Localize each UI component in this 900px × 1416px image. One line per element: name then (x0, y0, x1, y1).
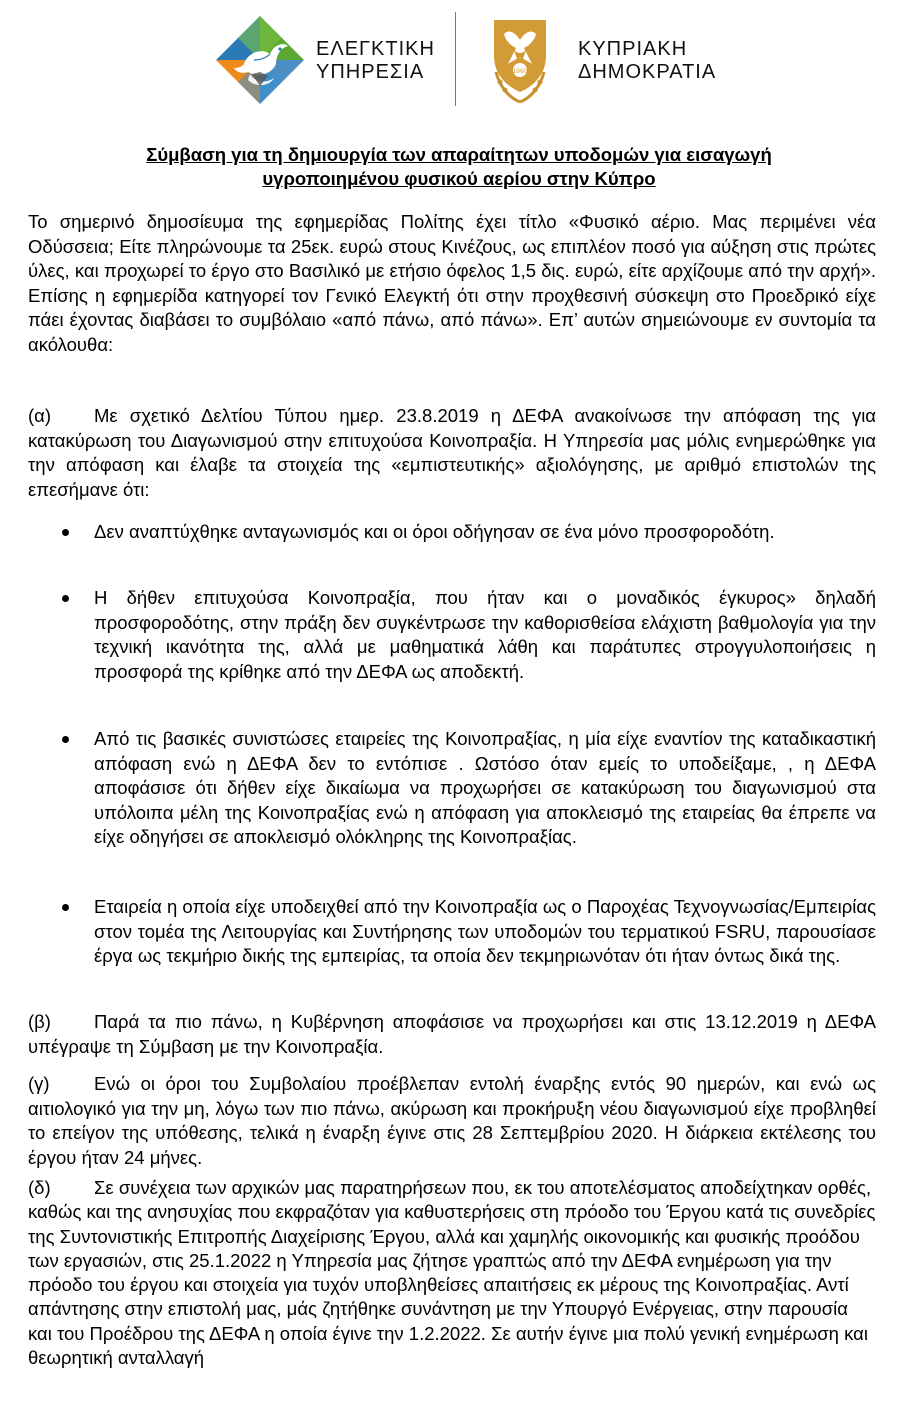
header-divider (455, 12, 456, 106)
audit-office-name-line1: ΕΛΕΓΚΤΙΚΗ (316, 38, 435, 60)
bullet-text: Από τις βασικές συνιστώσες εταιρείες της Κοινοπραξίας, η μία είχε εναντίον της καταδικαστική απόφαση ενώ η ΔΕΦΑ δεν το εντόπισε . Ωστόσο όταν εμείς το υποδείξαμε, , η ΔΕΦΑ αποφάσισε ότι δήθεν είχε δικαίωμα να προχωρήσει σε κατακύρωση του διαγωνισμού στα υπόλοιπα μέλη της Κοινοπραξίας ενώ η απόφαση για αποκλεισμό της εταιρείας θα έπρεπε να είχε οδηγήσει σε αποκλεισμό ολόκληρης της Κοινοπραξίας. (94, 728, 876, 847)
paragraph-a (28, 404, 876, 502)
republic-name-line2: ΔΗΜΟΚΡΑΤΙΑ (578, 61, 717, 83)
paragraph-b-text: Παρά τα πιο πάνω, η Κυβέρνηση αποφάσισε να προχωρήσει και στις 13.12.2019 η ΔΕΦΑ υπέγραψε τη Σύμβαση με την Κοινοπραξία. (28, 1011, 876, 1057)
intro-text: Το σημερινό δημοσίευμα της εφημερίδας Πολίτης έχει τίτλο «Φυσικό αέριο. Μας περιμένει νέα Οδύσσεια; Είτε πληρώνουμε τα 25εκ. ευρώ στους Κινέζους, ως επιπλέον ποσό για αύξηση στις πρώτες ύλες, και προχωρεί το έργο στο Βασιλικό με ετήσιο όφελος 1,5 δις. ευρώ, είτε αρχίζουμε από την αρχή». Επίσης η εφημερίδα κατηγορεί τον Γενικό Ελεγκτή ότι στην προχθεσινή σύσκεψη στο Προεδρικό είχε πάει έχοντας διαβάσει το συμβόλαιο «από πάνω, από πάνω». Επ’ αυτών σημειώνουμε εν συντομία τα ακόλουθα: (28, 211, 876, 355)
paragraph-a-text: Με σχετικό Δελτίου Τύπου ημερ. 23.8.2019 η ΔΕΦΑ ανακοίνωσε την απόφαση της για κατακύρωση του Διαγωνισμού στην επιτυχούσα Κοινοπραξία. Η Υπηρεσία μας μόλις ενημερώθηκε για την απόφαση και έλαβε τα στοιχεία της «εμπιστευτικής» αξιολόγησης, με αριθμό επιστολών της επεσήμανε ότι: (28, 405, 876, 500)
bullet-text: Δεν αναπτύχθηκε ανταγωνισμός και οι όροι οδήγησαν σε ένα μόνο προσφοροδότη. (94, 521, 775, 542)
letterhead (0, 8, 900, 108)
document-title-line2: υγροποιημένου φυσικού αερίου στην Κύπρο (262, 168, 656, 189)
paragraph-c-text: Ενώ οι όροι του Συμβολαίου προέβλεπαν εντολή έναρξης εντός 90 ημερών, και ενώ ως αιτιολογικό για την μη, λόγω των πιο πάνω, ακύρωση και προκήρυξη νέου διαγωνισμού είχε προβληθεί το επείγον της υπόθεσης, τελικά η έναρξη έγινε στις 28 Σεπτεμβρίου 2020. Η διάρκεια εκτέλεσης του έργου ήταν 24 μήνες. (28, 1073, 876, 1168)
document-title-line1: Σύμβαση για τη δημιουργία των απαραίτητων υποδομών για εισαγωγή (146, 144, 772, 165)
paragraph-c-marker: (γ) (28, 1073, 50, 1094)
audit-office-name (316, 38, 435, 84)
document-title (40, 143, 878, 191)
paragraph-d-text: Σε συνέχεια των αρχικών μας παρατηρήσεων που, εκ του αποτελέσματος αποδείχτηκαν ορθές, καθώς και της ανησυχίας που εκφραζόταν για καθυστερήσεις στη πρόοδο του Έργου κατά τις συνεδρίες της Συντονιστικής Επιτροπής Διαχείρισης Έργου, αλλά και χαμηλής οικονομικής και φυσικής προόδου των εργασιών, στις 25.1.2022 η Υπηρεσία μας ζήτησε γραπτώς από την ΔΕΦΑ ενημέρωση για την πρόοδο του έργου και στοιχεία για τυχόν υποβληθείσες απαιτήσεις εκ μέρους της Κοινοπραξίας. Αντί απάντησης στην επιστολή μας, μάς ζητήθηκε συνάντηση με την Υπουργό Ενέργειας, στην παρουσία και του Προέδρου της ΔΕΦΑ η οποία έγινε την 1.2.2022. Σε αυτήν έγινε μια πολύ γενική ενημέρωση και θεωρητική ανταλλαγή (28, 1177, 876, 1369)
bullet-list-2 (58, 586, 876, 684)
paragraph-d-marker: (δ) (28, 1177, 51, 1198)
list-item (58, 895, 876, 969)
republic-name (578, 38, 716, 84)
intro-paragraph (28, 210, 876, 357)
cyprus-coat-of-arms-icon (472, 12, 568, 108)
bullet-list-4 (58, 895, 876, 969)
paragraph-c (28, 1072, 876, 1170)
list-item (58, 520, 876, 545)
bullet-text: Εταιρεία η οποία είχε υποδειχθεί από την Κοινοπραξία ως ο Παροχέας Τεχνογνωσίας/Εμπειρίας στον τομέα της Λειτουργίας και Συντήρησης των υποδομών του τερματικού FSRU, παρουσίασε έργα ως τεκμήριο δικής της εμπειρίας, τα οποία δεν τεκμηριωνόταν ότι ήταν όντως δικά της. (94, 896, 876, 966)
audit-office-name-line2: ΥΠΗΡΕΣΙΑ (316, 61, 425, 83)
bullet-text: Η δήθεν επιτυχούσα Κοινοπραξία, που ήταν και ο μοναδικός έγκυρος» δηλαδή προσφοροδότης, στην πράξη δεν συγκέντρωσε την καθορισθείσα ελάχιστη βαθμολογία για την τεχνική ικανότητα της, αλλά με μαθηματικά λάθη και παράτυπες στρογγυλοποιήσεις η προσφορά της κρίθηκε από την ΔΕΦΑ ως αποδεκτή. (94, 587, 876, 682)
list-item (58, 586, 876, 684)
paragraph-b (28, 1010, 876, 1059)
bullet-dot-icon (62, 736, 69, 743)
paragraph-d (28, 1176, 876, 1370)
bullet-dot-icon (62, 529, 69, 536)
bullet-list-3 (58, 727, 876, 850)
bullet-dot-icon (62, 595, 69, 602)
audit-office-dove-logo-icon (214, 14, 306, 106)
paragraph-b-marker: (β) (28, 1011, 51, 1032)
paragraph-a-marker: (α) (28, 405, 52, 426)
bullet-list-1 (58, 520, 876, 545)
republic-name-line1: ΚΥΠΡΙΑΚΗ (578, 38, 688, 60)
list-item (58, 727, 876, 850)
bullet-dot-icon (62, 904, 69, 911)
emblem-year: 1960 (512, 68, 528, 75)
